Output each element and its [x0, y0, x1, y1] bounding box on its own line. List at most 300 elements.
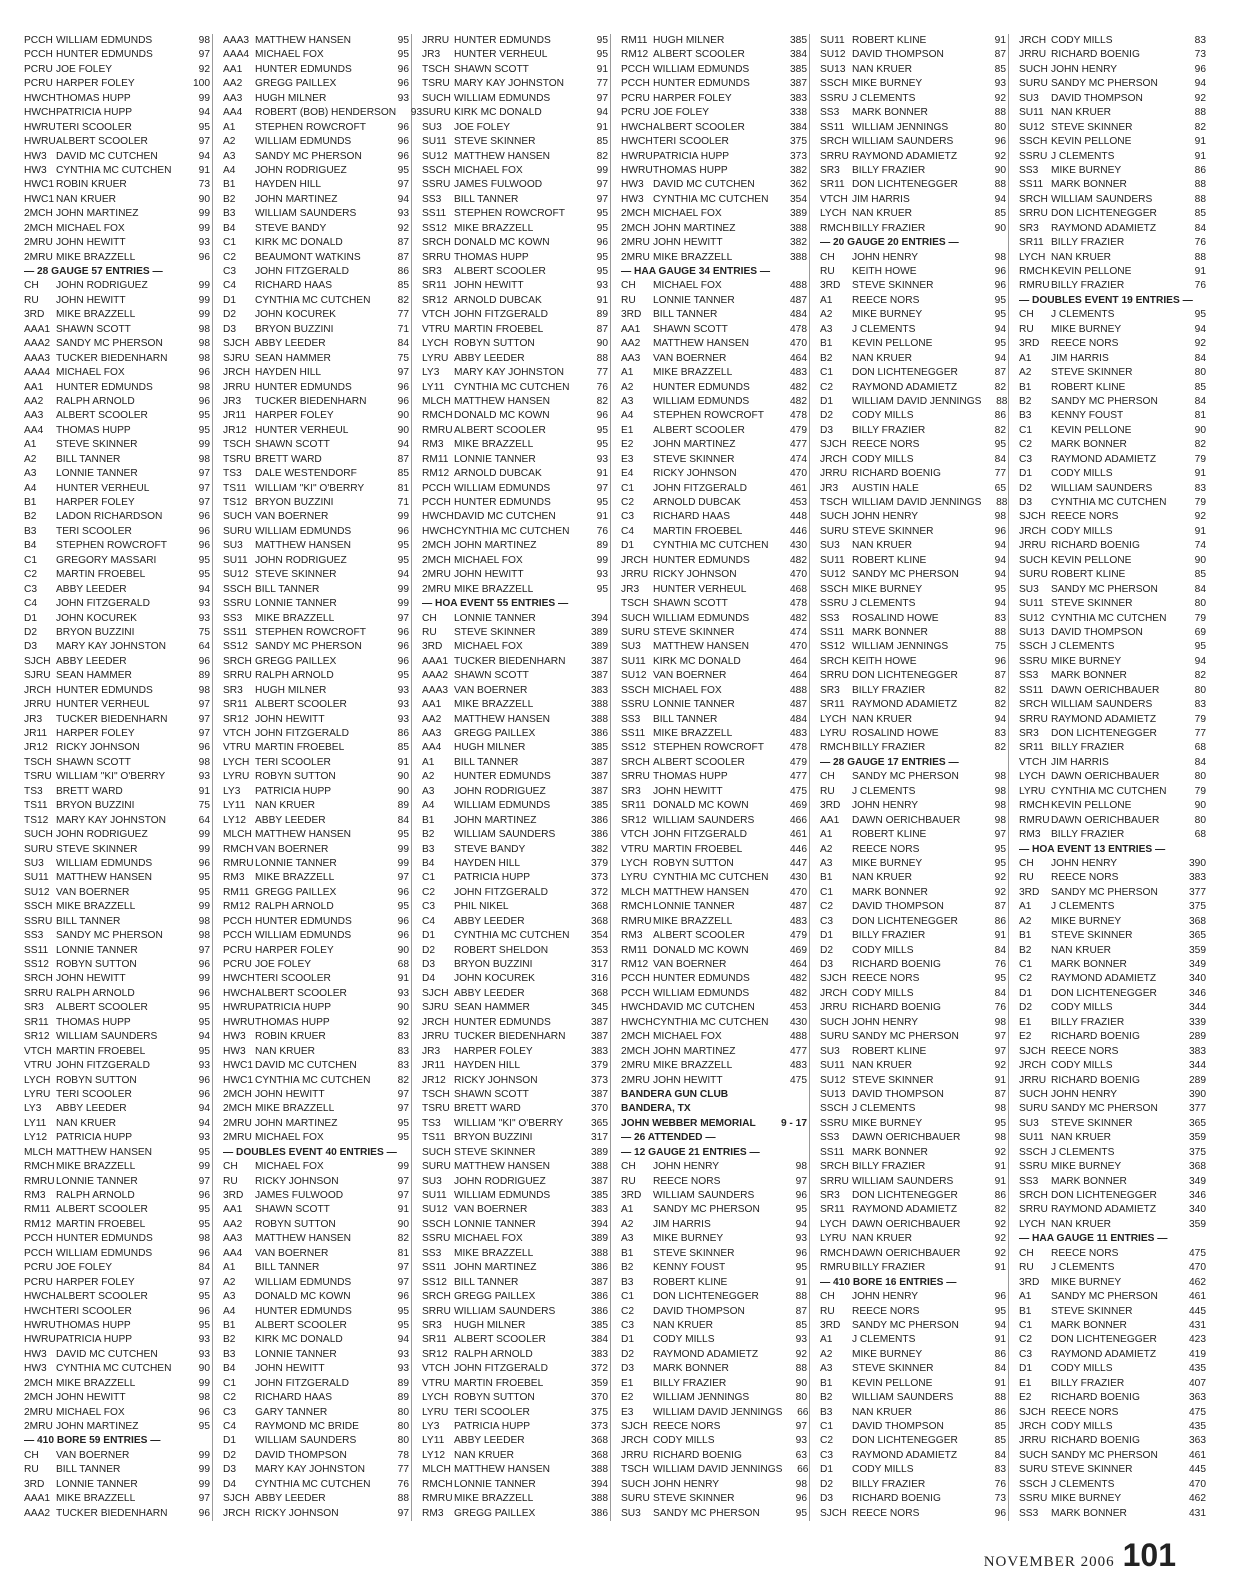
class-code: SU3	[820, 540, 840, 552]
result-row	[223, 929, 409, 943]
class-code: SS3	[1019, 1175, 1039, 1187]
class-code: A3	[820, 857, 833, 869]
result-row	[422, 1377, 608, 1391]
score: 383	[1189, 1045, 1206, 1057]
shooter-name: STEVE SKINNER	[653, 1493, 735, 1505]
result-row	[422, 150, 608, 164]
shooter-name: J CLEMENTS	[852, 785, 916, 797]
class-code: RMRU	[24, 1175, 55, 1187]
shooter-name: BILL TANNER	[56, 1464, 121, 1476]
score: 91	[596, 63, 608, 75]
class-code: LY11	[223, 800, 246, 812]
score: 84	[994, 987, 1006, 999]
class-code: LYCH	[422, 1392, 449, 1404]
score: 96	[198, 525, 210, 537]
class-code: RU	[820, 266, 835, 277]
result-row	[1019, 987, 1206, 1001]
shooter-name: STEVE SKINNER	[1051, 930, 1133, 942]
score: 90	[795, 1377, 807, 1389]
score: 93	[198, 1132, 210, 1144]
score: 81	[1194, 410, 1206, 422]
shooter-name: REECE NORS	[1051, 1247, 1119, 1259]
result-row	[422, 279, 608, 293]
result-row	[223, 1189, 409, 1203]
score: 94	[397, 569, 409, 581]
result-row	[24, 1362, 210, 1376]
class-code: TSRU	[223, 453, 251, 465]
result-row	[1019, 222, 1206, 236]
score: 379	[591, 857, 608, 869]
shooter-name: HARPER FOLEY	[56, 728, 135, 739]
result-row	[422, 1391, 608, 1405]
shooter-name: JOHN FITZGERALD	[653, 829, 747, 841]
score: 462	[1189, 1276, 1206, 1288]
score: 99	[198, 294, 210, 306]
class-code: B1	[1019, 930, 1032, 942]
result-row	[24, 684, 210, 698]
shooter-name: RICKY JOHNSON	[255, 1507, 339, 1519]
shooter-name: STEPHEN ROWCROFT	[255, 121, 366, 133]
result-row	[1019, 482, 1206, 496]
score: 94	[198, 1103, 210, 1115]
result-row	[24, 1290, 210, 1304]
score: 93	[397, 1363, 409, 1375]
score: 96	[994, 655, 1006, 667]
score: 87	[994, 367, 1006, 379]
class-code: C2	[223, 1392, 237, 1404]
class-code: TS11	[223, 482, 247, 494]
score: 98	[994, 511, 1006, 523]
score: 73	[1194, 49, 1206, 61]
class-code: HW3	[223, 1045, 246, 1057]
shooter-name: VAN BOERNER	[56, 886, 130, 898]
class-code: CH	[820, 1291, 835, 1303]
result-row	[1019, 1218, 1206, 1232]
score: 98	[994, 800, 1006, 812]
score: 99	[198, 1464, 210, 1476]
score: 95	[397, 49, 409, 61]
score: 82	[397, 294, 409, 306]
score: 461	[790, 482, 807, 494]
shooter-name: DON LICHTENEGGER	[1051, 1190, 1157, 1201]
score: 93	[994, 78, 1006, 90]
class-code: AAA4	[223, 49, 250, 61]
result-row	[422, 381, 608, 395]
score: 93	[397, 208, 409, 220]
result-row	[422, 438, 608, 452]
shooter-name: HUNTER EDMUNDS	[454, 1016, 551, 1028]
score: 88	[1194, 193, 1206, 205]
shooter-name: NAN KRUER	[56, 193, 117, 205]
class-code: AA2	[24, 395, 44, 407]
result-row	[1019, 929, 1206, 943]
shooter-name: CODY MILLS	[1051, 468, 1113, 480]
shooter-name: MARK BONNER	[1051, 439, 1127, 451]
shooter-name: ABBY LEEDER	[454, 987, 525, 999]
result-row	[820, 438, 1006, 452]
score: 95	[198, 1319, 210, 1331]
section-header	[24, 1434, 210, 1448]
shooter-name: WILLIAM "KI" O'BERRY	[454, 1117, 564, 1129]
score: 91	[596, 468, 608, 480]
score: 83	[1194, 699, 1206, 711]
class-code: SSRU	[1019, 1493, 1048, 1505]
shooter-name: JOHN RODRIGUEZ	[454, 1175, 546, 1187]
class-code: SU13	[820, 63, 846, 75]
result-row	[1019, 178, 1206, 192]
score: 88	[397, 1493, 409, 1505]
class-code: SU11	[24, 872, 49, 884]
class-code: SS3	[422, 193, 442, 205]
class-code: A3	[223, 1291, 236, 1303]
class-code: SR11	[1019, 237, 1044, 249]
result-row	[621, 1406, 807, 1420]
shooter-name: REECE NORS	[1051, 1045, 1119, 1057]
score: 92	[994, 1233, 1006, 1245]
shooter-name: DAVID THOMPSON	[852, 1421, 944, 1432]
shooter-name: STEVE SKINNER	[1051, 1305, 1133, 1317]
shooter-name: WILLIAM JENNINGS	[653, 1392, 750, 1404]
class-code: 2MRU	[621, 237, 650, 249]
shooter-name: HUGH MILNER	[653, 35, 725, 46]
class-code: TS3	[422, 1117, 441, 1129]
shooter-name: STEVE SKINNER	[653, 453, 735, 465]
class-code: PCRU	[621, 107, 650, 119]
shooter-name: CYNTHIA MC CUTCHEN	[56, 1363, 172, 1375]
result-row	[1019, 1406, 1206, 1420]
shooter-name: DAVID MC CUTCHEN	[255, 1060, 357, 1072]
result-row	[223, 626, 409, 640]
class-code: C3	[1019, 453, 1033, 465]
shooter-name: REECE NORS	[852, 294, 920, 306]
class-code: B2	[820, 1392, 833, 1404]
shooter-name: MIKE BRAZZELL	[56, 1493, 136, 1505]
class-code: SR3	[1019, 728, 1039, 739]
score: 386	[591, 728, 608, 739]
shooter-name: ABBY LEEDER	[255, 338, 326, 350]
shooter-name: RICHARD BOENIG	[1051, 1074, 1140, 1086]
section-date	[1168, 1232, 1208, 1246]
score: 66	[797, 1406, 809, 1418]
result-row	[422, 1175, 608, 1189]
shooter-name: WILLIAM SAUNDERS	[852, 1175, 954, 1187]
result-row	[422, 785, 608, 799]
shooter-name: LADON RICHARDSON	[56, 511, 163, 523]
shooter-name: RICKY JOHNSON	[653, 468, 737, 480]
result-row	[621, 1478, 807, 1492]
shooter-name: CODY MILLS	[1051, 1363, 1113, 1375]
shooter-name: MARTIN FROEBEL	[56, 1218, 146, 1230]
shooter-name: MATTHEW HANSEN	[454, 1161, 551, 1173]
result-row	[621, 178, 807, 192]
shooter-name: JOHN RODRIGUEZ	[255, 164, 347, 176]
class-code: LYCH	[422, 338, 449, 350]
shooter-name: GREGG PAILLEX	[255, 655, 337, 667]
class-code: SS12	[223, 641, 248, 653]
result-row	[1019, 655, 1206, 669]
result-row	[422, 510, 608, 524]
result-row	[422, 1088, 608, 1102]
score: 470	[1189, 1478, 1206, 1490]
shooter-name: JOHN HEWITT	[454, 569, 524, 581]
class-code: SJCH	[621, 1421, 648, 1432]
class-code: SURU	[1019, 78, 1048, 90]
score: 470	[790, 338, 807, 350]
class-code: 2MCH	[24, 222, 53, 234]
class-code: LY11	[422, 1435, 445, 1447]
result-row	[223, 482, 409, 496]
result-row	[223, 1203, 409, 1217]
shooter-name: MICHAEL FOX	[255, 1132, 324, 1144]
result-row	[422, 568, 608, 582]
result-row	[1019, 424, 1206, 438]
score: 96	[198, 367, 210, 379]
shooter-name: JOHN FITZGERALD	[653, 482, 747, 494]
result-row	[422, 236, 608, 250]
result-row	[223, 1131, 409, 1145]
score: 88	[1194, 179, 1206, 191]
score: 382	[790, 164, 807, 176]
class-code: B1	[223, 179, 236, 191]
class-code: SRRU	[1019, 1204, 1048, 1216]
score: 423	[1189, 1334, 1206, 1346]
class-code: RU	[24, 1464, 39, 1476]
score: 94	[994, 569, 1006, 581]
shooter-name: KEVIN PELLONE	[852, 338, 933, 350]
score: 90	[397, 944, 409, 956]
class-code: AA4	[24, 424, 44, 436]
class-code: SU3	[820, 1045, 840, 1057]
score: 88	[795, 1291, 807, 1303]
shooter-name: SHAWN SCOTT	[255, 439, 330, 451]
score: 97	[397, 612, 409, 624]
shooter-name: ROBYN SUTTON	[255, 771, 336, 783]
class-code: SR12	[422, 294, 448, 306]
score: 90	[397, 1218, 409, 1230]
score: 76	[596, 381, 608, 393]
score: 99	[198, 439, 210, 451]
shooter-name: CODY MILLS	[852, 987, 914, 999]
score: 483	[790, 1060, 807, 1072]
shooter-name: JOHN RODRIGUEZ	[454, 785, 546, 797]
result-row	[422, 770, 608, 784]
shooter-name: GREGG PAILLEX	[255, 78, 337, 90]
score: 79	[1194, 497, 1206, 508]
score: 97	[596, 482, 608, 494]
score: 91	[994, 930, 1006, 942]
shooter-name: J CLEMENTS	[1051, 150, 1115, 162]
shooter-name: RAYMOND ADAMIETZ	[852, 1449, 958, 1461]
section-date	[767, 1088, 807, 1102]
shooter-name: J CLEMENTS	[852, 92, 916, 104]
score: 83	[1194, 35, 1206, 46]
shooter-name: RALPH ARNOLD	[56, 1190, 135, 1201]
score: 95	[596, 439, 608, 451]
class-code: B4	[24, 540, 37, 552]
shooter-name: JOHN MARTINEZ	[653, 222, 736, 234]
result-row	[422, 727, 608, 741]
shooter-name: HUGH MILNER	[255, 684, 327, 696]
result-row	[1019, 727, 1206, 741]
result-row	[621, 1247, 807, 1261]
shooter-name: MICHAEL FOX	[56, 222, 125, 234]
class-code: JRRU	[1019, 1435, 1047, 1447]
shooter-name: BILLY FRAZIER	[653, 1377, 727, 1389]
class-code: E1	[1019, 1016, 1032, 1028]
class-code: RM3	[422, 439, 444, 451]
score: 317	[591, 1132, 608, 1144]
result-row	[422, 1160, 608, 1174]
result-row	[820, 453, 1006, 467]
shooter-name: KEITH HOWE	[852, 266, 917, 277]
result-row	[1019, 236, 1206, 250]
shooter-name: VAN BOERNER	[255, 1247, 329, 1259]
score: 387	[591, 655, 608, 667]
score: 91	[596, 294, 608, 306]
class-code: C2	[1019, 439, 1033, 451]
result-row	[820, 1117, 1006, 1131]
class-code: RU	[223, 1175, 238, 1187]
score: 386	[591, 829, 608, 841]
shooter-name: DAVID THOMPSON	[653, 1305, 745, 1317]
class-code: LYRU	[223, 771, 250, 783]
score: 96	[596, 410, 608, 422]
class-code: D3	[223, 323, 237, 335]
class-code: SSRU	[1019, 655, 1048, 667]
class-code: SJCH	[820, 439, 847, 451]
score: 99	[198, 208, 210, 220]
score: 97	[198, 468, 210, 480]
class-code: B3	[621, 1276, 634, 1288]
result-row	[820, 1290, 1006, 1304]
score: 77	[596, 78, 608, 90]
class-code: 2MRU	[24, 251, 53, 263]
shooter-name: MATTHEW HANSEN	[454, 1464, 551, 1476]
score: 91	[994, 1377, 1006, 1389]
score: 461	[790, 829, 807, 841]
class-code: SRRU	[820, 1175, 849, 1187]
class-code: SUCH	[223, 511, 252, 523]
result-row	[820, 1203, 1006, 1217]
score: 83	[397, 1060, 409, 1072]
result-row	[223, 135, 409, 149]
shooter-name: CODY MILLS	[653, 1435, 715, 1447]
shooter-name: MARY KAY JOHNSTON	[255, 1464, 366, 1476]
score: 87	[795, 1305, 807, 1317]
shooter-name: BILLY FRAZIER	[1051, 742, 1125, 754]
score: 91	[596, 511, 608, 523]
class-code: A4	[223, 1305, 236, 1317]
class-code: TS3	[223, 468, 242, 480]
class-code: AAA2	[24, 338, 51, 350]
class-code: RM12	[422, 468, 450, 480]
result-row	[621, 713, 807, 727]
score: 359	[1189, 1218, 1206, 1230]
score: 96	[198, 1088, 210, 1100]
result-row	[820, 1362, 1006, 1376]
shooter-name: ABBY LEEDER	[454, 915, 525, 927]
class-code: SU11	[621, 655, 646, 667]
result-row	[223, 1463, 409, 1477]
score: 87	[994, 1088, 1006, 1100]
score: 483	[790, 367, 807, 379]
result-row	[24, 135, 210, 149]
score: 387	[591, 1088, 608, 1100]
class-code: LYRU	[422, 1406, 449, 1418]
class-code: 3RD	[621, 309, 642, 321]
class-code: TSCH	[223, 439, 251, 451]
score: 384	[591, 1334, 608, 1346]
shooter-name: HUNTER EDMUNDS	[653, 78, 750, 90]
score: 99	[397, 1161, 409, 1173]
score: 63	[795, 1449, 807, 1461]
result-row	[24, 1406, 210, 1420]
class-code: E2	[1019, 1031, 1032, 1043]
score: 91	[1194, 150, 1206, 162]
result-row	[621, 1391, 807, 1405]
result-row	[621, 539, 807, 553]
shooter-name: DAVID THOMPSON	[852, 1088, 944, 1100]
class-code: JRRU	[1019, 540, 1047, 552]
class-code: SU3	[24, 857, 44, 869]
class-code: RU	[621, 294, 636, 306]
shooter-name: JOHN HENRY	[852, 800, 919, 812]
shooter-name: RICKY JOHNSON	[255, 1175, 339, 1187]
score: 88	[1194, 107, 1206, 119]
class-code: SURU	[820, 525, 849, 537]
result-row	[621, 799, 807, 813]
shooter-name: BILLY FRAZIER	[1051, 280, 1125, 292]
score: 75	[198, 626, 210, 638]
result-row	[1019, 279, 1206, 293]
result-row	[24, 1377, 210, 1391]
section-title: — HOA EVENT 13 ENTRIES —	[1019, 843, 1166, 855]
result-row	[223, 1261, 409, 1275]
score: 76	[397, 1478, 409, 1490]
class-code: RMCH	[820, 742, 851, 754]
score: 92	[397, 1016, 409, 1028]
result-row	[223, 352, 409, 366]
score: 75	[994, 641, 1006, 653]
shooter-name: DAWN OERICHBAUER	[852, 1247, 961, 1259]
result-row	[820, 1247, 1006, 1261]
score: 365	[591, 1117, 608, 1129]
score: 93	[397, 684, 409, 696]
score: 95	[994, 843, 1006, 855]
score: 94	[994, 554, 1006, 566]
shooter-name: SHAWN SCOTT	[454, 670, 529, 682]
shooter-name: BILLY FRAZIER	[1051, 237, 1125, 249]
class-code: JRRU	[820, 468, 848, 480]
class-code: SR11	[1019, 742, 1044, 754]
shooter-name: MIKE BRAZZELL	[56, 1161, 136, 1173]
result-row	[820, 1478, 1006, 1492]
result-row	[422, 741, 608, 755]
result-row	[621, 251, 807, 265]
class-code: AA2	[223, 1218, 243, 1230]
result-row	[1019, 1059, 1206, 1073]
score: 479	[790, 930, 807, 942]
class-code: SUCH	[820, 511, 849, 523]
class-code: 2MRU	[24, 1421, 53, 1432]
result-row	[422, 1218, 608, 1232]
result-row	[24, 395, 210, 409]
shooter-name: NAN KRUER	[454, 1449, 515, 1461]
result-row	[24, 770, 210, 784]
result-row	[820, 1463, 1006, 1477]
class-code: SURU	[422, 107, 451, 119]
score: 91	[994, 1161, 1006, 1173]
